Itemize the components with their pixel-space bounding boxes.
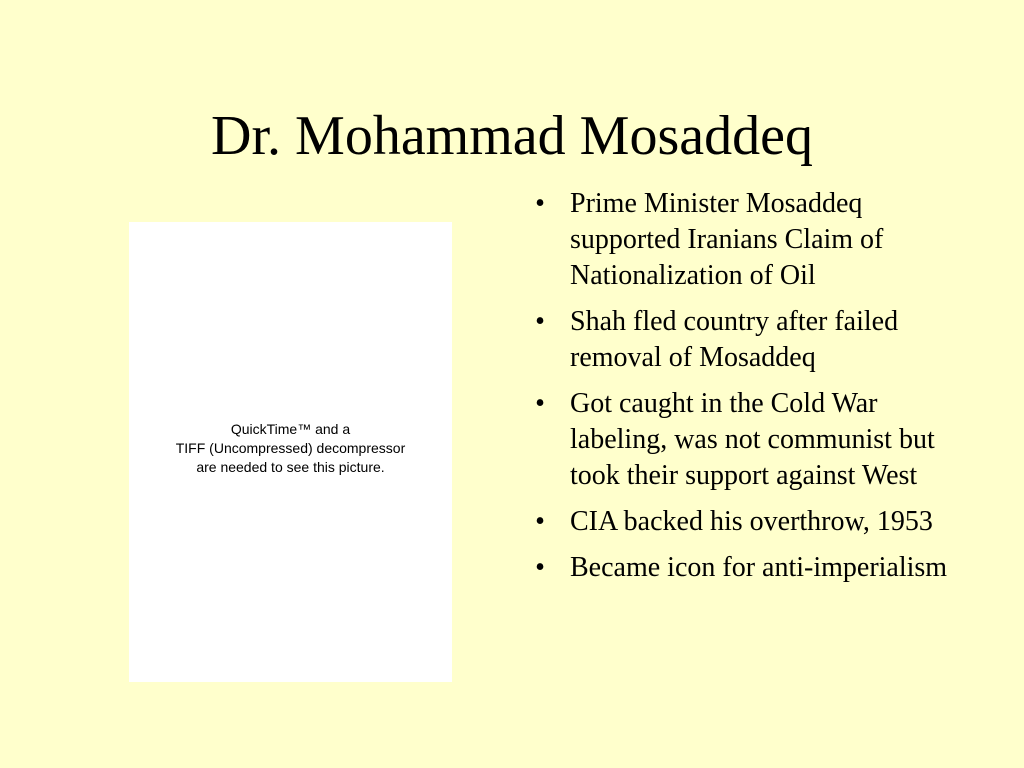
placeholder-line-1: QuickTime™ and a: [230, 421, 351, 437]
bullet-item: [530, 550, 950, 586]
bullet-item: [530, 504, 950, 540]
bullet-text: Prime Minister Mosaddeq supported Iranians Claim of Nationalization of Oil: [570, 188, 884, 291]
bullet-text: Got caught in the Cold War labeling, was not communist but took their support against West: [570, 388, 935, 491]
image-placeholder: [129, 222, 452, 682]
bullet-text: Became icon for anti-imperialism: [570, 552, 948, 583]
bullet-list: [530, 186, 950, 596]
placeholder-line-3: are needed to see this picture.: [196, 459, 385, 475]
bullet-icon: •: [535, 506, 545, 537]
slide-title: Dr. Mohammad Mosaddeq: [211, 105, 813, 167]
image-placeholder-message: [129, 420, 452, 477]
bullet-text: CIA backed his overthrow, 1953: [570, 506, 933, 537]
bullet-icon: •: [535, 388, 545, 419]
bullet-icon: •: [535, 188, 545, 219]
bullet-icon: •: [535, 552, 545, 583]
bullet-item: [530, 186, 950, 294]
placeholder-line-2: TIFF (Uncompressed) decompressor: [175, 440, 406, 456]
bullet-item: [530, 386, 950, 494]
bullet-icon: •: [535, 306, 545, 337]
bullet-text: Shah fled country after failed removal of Mosaddeq: [570, 306, 899, 373]
bullet-item: [530, 304, 950, 376]
